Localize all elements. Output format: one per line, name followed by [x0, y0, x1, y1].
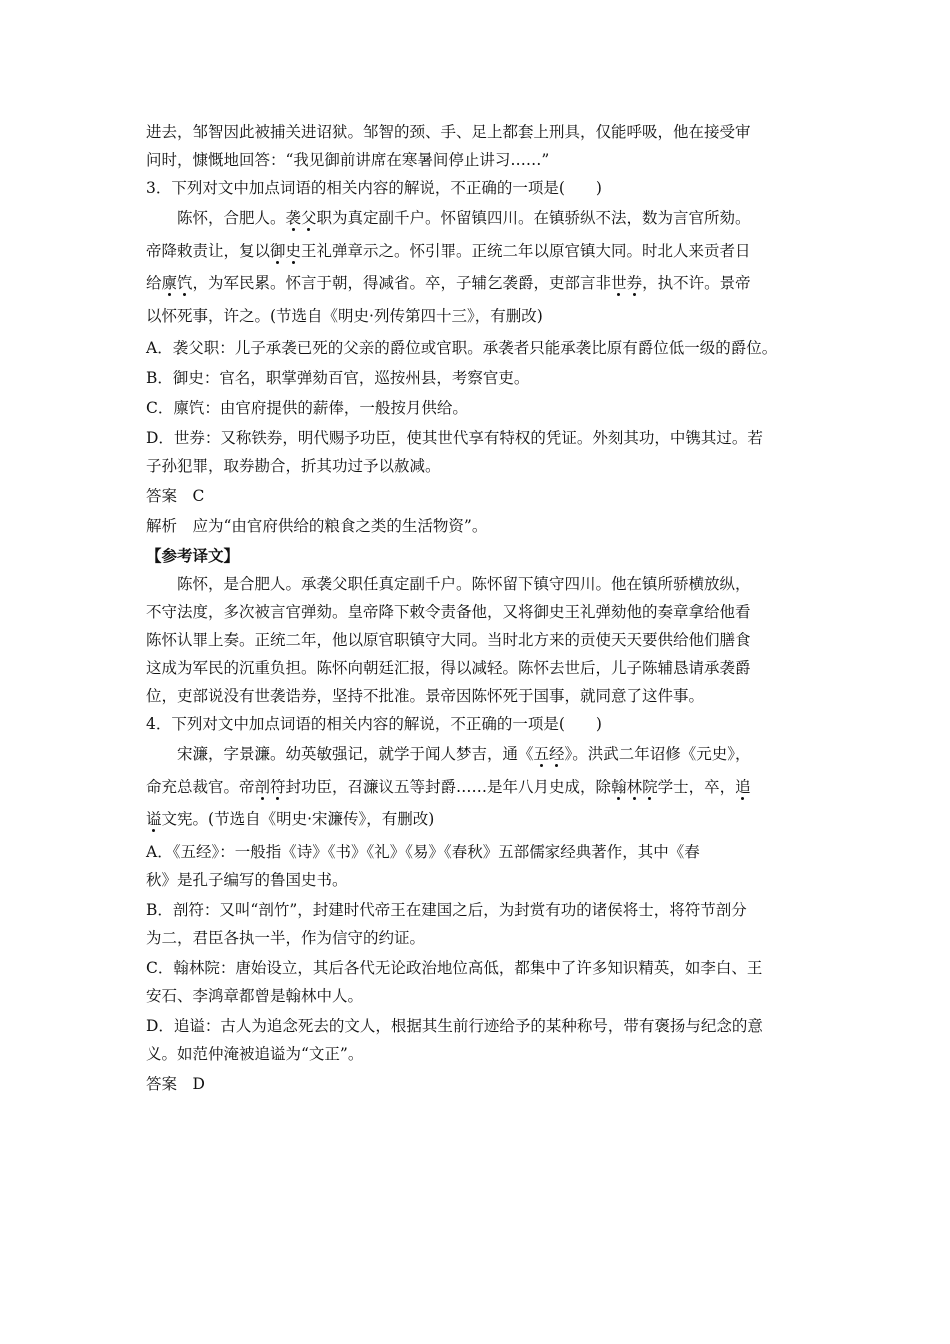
- question-4-passage: [146, 738, 812, 836]
- emphasis-char: 五: [533, 745, 550, 763]
- text-span: 》。洪武二年诏修《元史》，: [564, 745, 751, 763]
- option-b: B．御史：官名，职掌弹劾百官，巡按州县，考察官吏。: [146, 369, 530, 387]
- translation-line: 不守法度，多次被言官弹劾。皇帝降下敕令责备他，又将御史王礼弹劾他的奏章拿给他看: [146, 603, 751, 621]
- translation-line: 陈怀认罪上奏。正统二年，他以原官职镇守大同。当时北方来的贡使天天要供给他们膳食: [146, 631, 751, 649]
- emphasis-char: 翰: [611, 777, 627, 796]
- text-span: ，为军民累。怀言于朝，得减省。卒，子辅乞袭爵，吏部言非: [192, 274, 612, 292]
- question-3-stem: 3．下列对文中加点词语的相关内容的解说，不正确的一项是( ): [146, 179, 602, 197]
- emphasis-char: 剖: [254, 777, 271, 796]
- text-span: ，执不许。景帝: [642, 274, 751, 292]
- emphasis-char: 院: [642, 777, 658, 796]
- reference-translation-heading: 【参考译文】: [146, 546, 240, 565]
- emphasis-char: 谥: [146, 810, 162, 828]
- passage-line: [146, 235, 812, 268]
- question-3-passage: [146, 202, 812, 332]
- emphasis-char: 袭: [285, 209, 302, 227]
- emphasis-char: 券: [626, 274, 643, 292]
- emphasis-char: 父: [301, 209, 317, 227]
- option-d-continued: 义。如范仲淹被追谥为“文正”。: [146, 1044, 364, 1063]
- text-span: 陈怀，合肥人。: [177, 209, 286, 227]
- option-b-continued: 为二，君臣各执一半，作为信守的约证。: [146, 928, 426, 947]
- text-span: 宋濂，字景濂。幼英敏强记，就学于闻人梦吉，通《: [177, 745, 534, 763]
- option-d-continued: 子孙犯罪，取券勘合，折其功过予以赦减。: [146, 457, 441, 475]
- answer: 答案 D: [146, 1074, 205, 1093]
- question-4-stem: 4．下列对文中加点词语的相关内容的解说，不正确的一项是( ): [146, 715, 602, 733]
- passage-line: [146, 300, 812, 333]
- option-b: B．剖符：又叫“剖竹”，封建时代帝王在建国之后，为封赏有功的诸侯将士，将符节剖分: [146, 900, 747, 919]
- text-span: 给: [146, 274, 162, 292]
- answer: 答案 C: [146, 487, 205, 505]
- passage-line: [146, 771, 812, 804]
- emphasis-char: 世: [611, 274, 627, 292]
- emphasis-char: 史: [285, 241, 302, 260]
- option-a: A．《五经》：一般指《诗》《书》《礼》《易》《春秋》五部儒家经典著作，其中《春: [146, 842, 700, 861]
- option-c: C．翰林院：唐始设立，其后各代无论政治地位高低，都集中了许多知识精英，如李白、王: [146, 958, 763, 977]
- reference-translation: [146, 570, 812, 710]
- text-span: 帝降敕责让，复以: [146, 241, 271, 260]
- text-span: 文宪。(节选自《明史·宋濂传》，有删改): [161, 810, 435, 828]
- option-d: D．追谥：古人为追念死去的文人，根据其生前行迹给予的某种称号，带有褒扬与纪念的意: [146, 1016, 763, 1035]
- translation-line: 位，吏部说没有世袭诰券，坚持不批准。景帝因陈怀死于国事，就同意了这件事。: [146, 687, 705, 705]
- passage-line: [146, 803, 812, 836]
- emphasis-char: 御: [270, 241, 286, 260]
- passage-line: [146, 738, 812, 771]
- emphasis-char: 追: [735, 777, 751, 796]
- emphasis-char: 廪: [161, 274, 178, 292]
- translation-line: 这成为军民的沉重负担。陈怀向朝廷汇报，得以减轻。陈怀去世后，儿子陈辅恳请承袭爵: [146, 659, 751, 677]
- emphasis-char: 符: [270, 777, 286, 796]
- text-span: 王礼弹章示之。怀引罪。正统二年以原官镇大同。时北人来贡者日: [301, 241, 751, 260]
- passage-line: [146, 267, 812, 300]
- text-span: 命充总裁官。帝: [146, 777, 255, 796]
- text-span: 封功臣，召濂议五等封爵……是年八月史成，除: [285, 777, 612, 796]
- option-c-continued: 安石、李鸿章都曾是翰林中人。: [146, 986, 364, 1005]
- translation-line: 陈怀，是合肥人。承袭父职任真定副千户。陈怀留下镇守四川。他在镇所骄横放纵，: [177, 575, 751, 593]
- text-span: 学士，卒，: [657, 777, 736, 796]
- emphasis-char: 林: [626, 777, 643, 796]
- emphasis-char: 饩: [177, 274, 193, 292]
- text-span: 职为真定副千户。怀留镇四川。在镇骄纵不法，数为言官所劾。: [316, 209, 751, 227]
- text-line: 进去，邹智因此被捕关进诏狱。邹智的颈、手、足上都套上刑具，仅能呼吸，他在接受审: [146, 123, 751, 141]
- option-a-continued: 秋》是孔子编写的鲁国史书。: [146, 870, 348, 889]
- analysis: 解析 应为“由官府供给的粮食之类的生活物资”。: [146, 517, 488, 535]
- option-c: C．廪饩：由官府提供的薪俸，一般按月供给。: [146, 399, 468, 417]
- document-page: [146, 118, 812, 1098]
- option-a: A．袭父职：儿子承袭已死的父亲的爵位或官职。承袭者只能承袭比原有爵位低一级的爵位。: [146, 339, 778, 357]
- text-line: 问时，慷慨地回答：“我见御前讲席在寒暑间停止讲习……”: [146, 151, 550, 169]
- emphasis-char: 经: [549, 745, 565, 763]
- option-d: D．世券：又称铁券，明代赐予功臣，使其世代享有特权的凭证。外刻其功，中镌其过。若: [146, 429, 763, 447]
- text-span: 以怀死事，许之。(节选自《明史·列传第四十三》，有删改): [146, 306, 543, 325]
- passage-line: [146, 202, 812, 235]
